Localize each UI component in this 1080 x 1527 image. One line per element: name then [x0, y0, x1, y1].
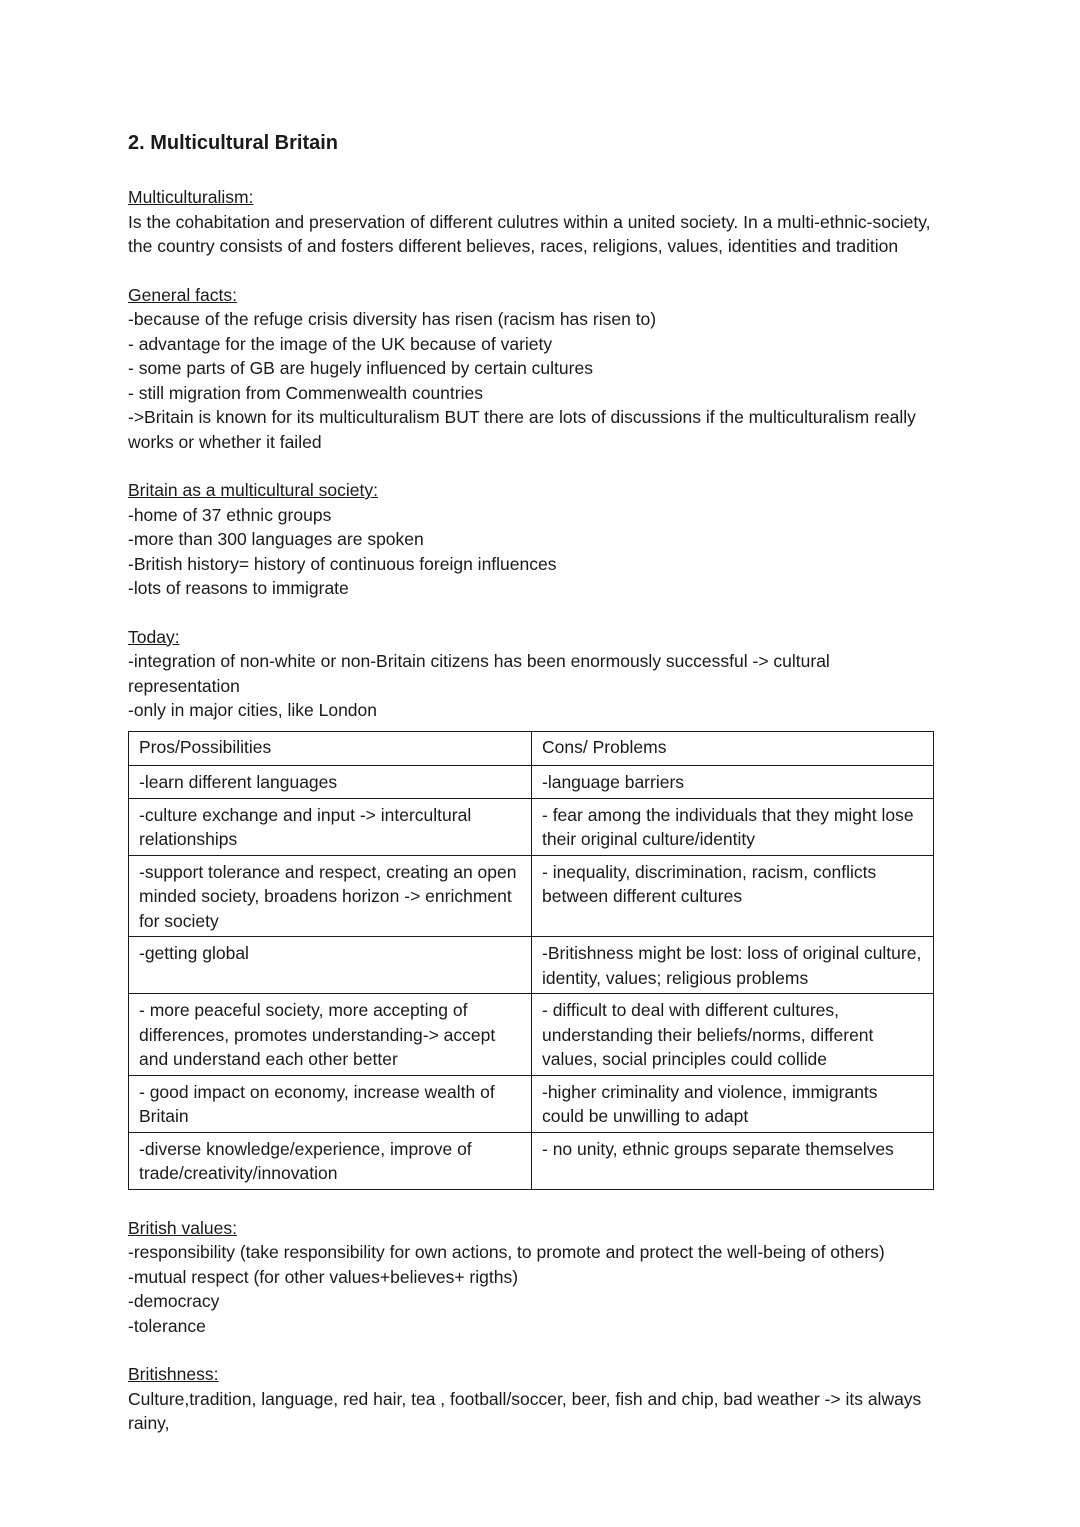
table-header-row [129, 731, 934, 766]
con-cell: - difficult to deal with different cultures, understanding their beliefs/norms, different values, social principles could collide [532, 994, 934, 1076]
general-facts-section [128, 283, 943, 455]
britishness-heading: Britishness: [128, 1364, 219, 1384]
pro-cell: -learn different languages [129, 766, 532, 799]
pro-cell: -getting global [129, 937, 532, 994]
britain-society-line: -more than 300 languages are spoken [128, 529, 424, 549]
con-cell: -higher criminality and violence, immigrants could be unwilling to adapt [532, 1075, 934, 1132]
table-row [129, 798, 934, 855]
britain-society-line: -British history= history of continuous foreign influences [128, 553, 557, 574]
britain-society-line: -home of 37 ethnic groups [128, 504, 332, 525]
document-page [128, 128, 943, 1460]
cons-header: Cons/ Problems [532, 731, 934, 766]
multiculturalism-heading: Multiculturalism: [128, 187, 254, 207]
pro-cell: -diverse knowledge/experience, improve of trade/creativity/innovation [129, 1132, 532, 1189]
pro-cell: - more peaceful society, more accepting of differences, promotes understanding-> accept and understand each other better [129, 994, 532, 1076]
general-facts-line: ->Britain is known for its multiculturalism BUT there are lots of discussions if the multiculturalism really works or whether it failed [128, 407, 916, 452]
table-row [129, 1075, 934, 1132]
pro-cell: -support tolerance and respect, creating an open minded society, broadens horizon -> enrichment for society [129, 855, 532, 937]
pro-cell: - good impact on economy, increase wealth of Britain [129, 1075, 532, 1132]
british-values-line: -responsibility (take responsibility for own actions, to promote and protect the well-being of others) [128, 1242, 885, 1262]
british-values-section [128, 1216, 943, 1339]
general-facts-heading: General facts: [128, 284, 237, 305]
table-row [129, 937, 934, 994]
today-heading: Today: [128, 626, 180, 647]
pro-cell: -culture exchange and input -> intercultural relationships [129, 798, 532, 855]
multiculturalism-section [128, 185, 943, 259]
table-row [129, 766, 934, 799]
table-row [129, 1132, 934, 1189]
pros-header: Pros/Possibilities [129, 731, 532, 766]
today-line: -only in major cities, like London [128, 700, 378, 720]
multiculturalism-definition: Is the cohabitation and preservation of different culutres within a united society. In a multi-ethnic-society, the country consists of and fosters different believes, races, religions, values, identities and tradition [128, 211, 931, 256]
general-facts-line: - still migration from Commenwealth countries [128, 382, 483, 403]
con-cell: - fear among the individuals that they might lose their original culture/identity [532, 798, 934, 855]
britain-society-section [128, 478, 943, 601]
table-row [129, 855, 934, 937]
page-title: 2. Multicultural Britain [128, 132, 339, 154]
british-values-line: -mutual respect (for other values+believes+ rigths) [128, 1266, 519, 1287]
today-line: -integration of non-white or non-Britain citizens has been enormously successful -> cultural representation [128, 651, 830, 696]
britain-society-heading: Britain as a multicultural society: [128, 480, 378, 500]
today-section [128, 625, 943, 723]
con-cell: -Britishness might be lost: loss of original culture, identity, values; religious problems [532, 937, 934, 994]
con-cell: - no unity, ethnic groups separate themselves [532, 1132, 934, 1189]
pros-cons-table [128, 731, 934, 1190]
general-facts-line: - advantage for the image of the UK because of variety [128, 333, 553, 354]
con-cell: -language barriers [532, 766, 934, 799]
british-values-heading: British values: [128, 1217, 237, 1238]
british-values-line: -tolerance [128, 1315, 206, 1336]
general-facts-line: - some parts of GB are hugely influenced by certain cultures [128, 358, 593, 378]
general-facts-line: -because of the refuge crisis diversity has risen (racism has risen to) [128, 309, 657, 329]
table-row [129, 994, 934, 1076]
britishness-text: Culture,tradition, language, red hair, tea , football/soccer, beer, fish and chip, bad weather -> its always rainy, [128, 1388, 922, 1433]
british-values-line: -democracy [128, 1291, 220, 1311]
con-cell: - inequality, discrimination, racism, conflicts between different cultures [532, 855, 934, 937]
britishness-section [128, 1362, 943, 1436]
britain-society-line: -lots of reasons to immigrate [128, 578, 349, 598]
